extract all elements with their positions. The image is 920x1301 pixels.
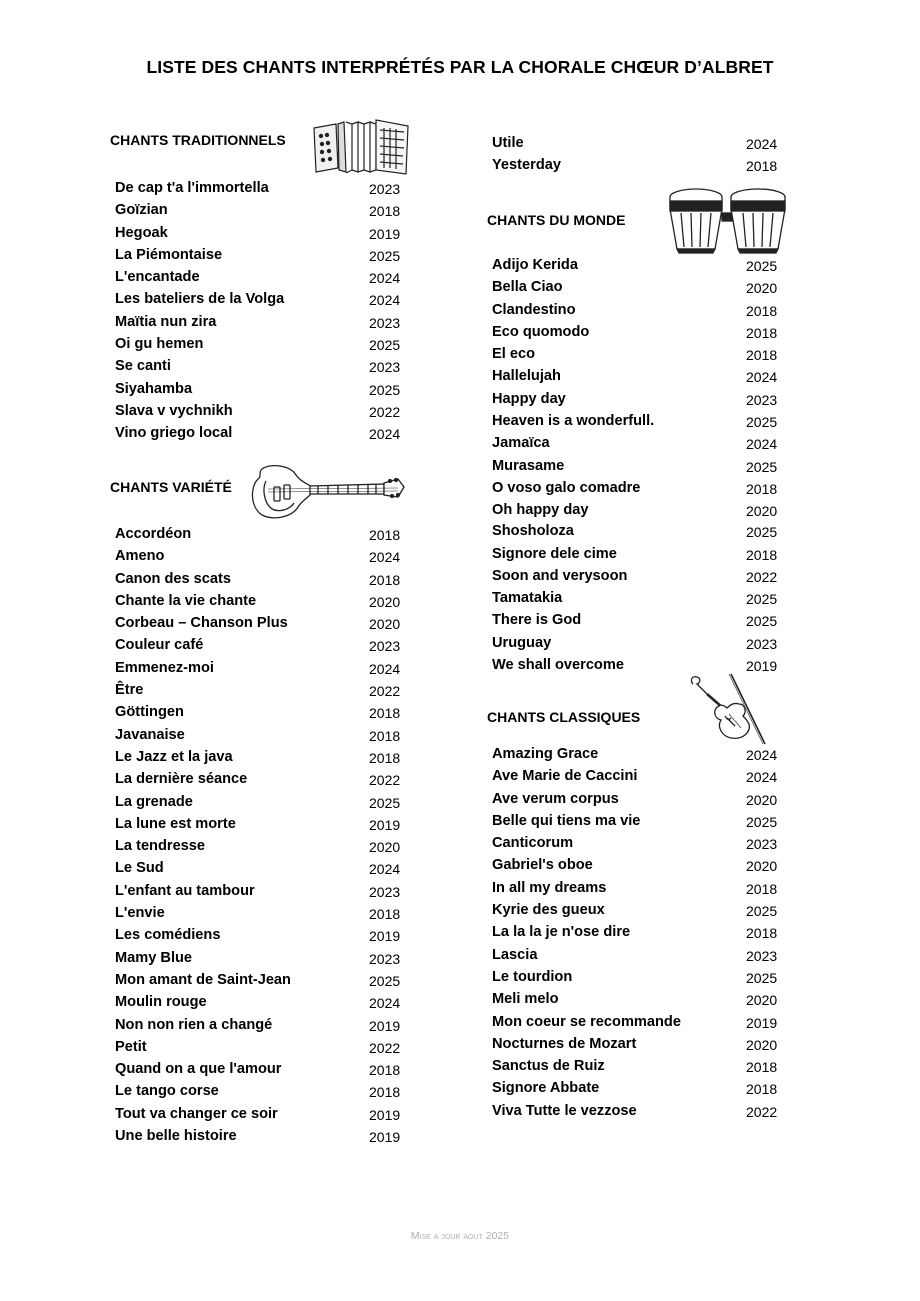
list-item: Le tourdion 2025 [492,968,778,986]
list-item: Maïtia nun zira 2023 [115,313,401,331]
list-item: Mamy Blue 2023 [115,949,401,967]
list-item: Javanaise 2018 [115,726,401,744]
list-item: Oi gu hemen 2025 [115,336,401,354]
list-item: Signore dele cime 2018 [492,545,778,563]
song-list-variete [115,523,410,1147]
list-item: Être 2022 [115,682,401,700]
list-item: Viva Tutte le vezzose 2022 [492,1102,778,1120]
list-item: Sanctus de Ruiz 2018 [492,1058,778,1076]
list-item: Corbeau – Chanson Plus 2020 [115,615,401,633]
electric-guitar-icon [248,459,406,521]
list-item: Le tango corse 2018 [115,1083,401,1101]
list-item: Petit 2022 [115,1038,401,1056]
list-item: Utile 2024 [492,135,778,152]
list-item: Slava v vychnikh 2022 [115,402,401,420]
section-heading-variete: CHANTS VARIÉTÉ [110,479,232,495]
list-item: Eco quomodo 2018 [492,323,778,341]
list-item: Se canti 2023 [115,358,401,376]
list-item: Les bateliers de la Volga 2024 [115,291,401,309]
violin-icon [687,670,767,748]
list-item: Uruguay 2023 [492,634,778,652]
list-item: Murasame 2025 [492,457,778,475]
list-item: Le Jazz et la java 2018 [115,748,401,766]
list-item: Moulin rouge 2024 [115,994,401,1012]
list-item: L'encantade 2024 [115,269,401,287]
list-item: Les comédiens 2019 [115,927,401,945]
list-item: Hegoak 2019 [115,224,401,242]
list-item: Canon des scats 2018 [115,570,401,588]
list-item: Vino griego local 2024 [115,425,401,443]
list-item: Shosholoza 2025 [492,523,778,541]
list-item: Gabriel's oboe 2020 [492,857,778,875]
list-item: Amazing Grace 2024 [492,746,778,763]
list-item: La la la je n'ose dire 2018 [492,924,778,942]
list-item: Jamaïca 2024 [492,435,778,453]
list-item: Soon and verysoon 2022 [492,567,778,585]
song-list-variete-continued [492,132,787,177]
list-item: Göttingen 2018 [115,704,401,722]
list-item: Couleur café 2023 [115,637,401,655]
list-item: There is God 2025 [492,612,778,630]
list-item: Une belle histoire 2019 [115,1128,401,1146]
list-item: Nocturnes de Mozart 2020 [492,1035,778,1053]
list-item: Mon coeur se recommande 2019 [492,1013,778,1031]
list-item: Chante la vie chante 2020 [115,592,401,610]
list-item: Clandestino 2018 [492,301,778,319]
list-item: Quand on a que l'amour 2018 [115,1061,401,1079]
section-heading-monde: CHANTS DU MONDE [487,212,626,228]
list-item: Hallelujah 2024 [492,368,778,386]
list-item: Tamatakia 2025 [492,590,778,608]
list-item: Bella Ciao 2020 [492,279,778,297]
list-item: Heaven is a wonderfull. 2025 [492,413,778,431]
list-item: Goïzian 2018 [115,202,401,220]
list-item: L'envie 2018 [115,905,401,923]
song-list-classiques [492,743,787,1122]
list-item: La grenade 2025 [115,793,401,811]
list-item: In all my dreams 2018 [492,879,778,897]
list-item: L'enfant au tambour 2023 [115,882,401,900]
list-item: We shall overcome 2019 [492,657,778,675]
section-heading-classiques: CHANTS CLASSIQUES [487,709,641,725]
page-title: LISTE DES CHANTS INTERPRÉTÉS PAR LA CHORALE CHŒUR D’ALBRET [146,57,774,77]
list-item: Siyahamba 2025 [115,380,401,398]
list-item: O voso galo comadre 2018 [492,479,778,497]
list-item: Ave verum corpus 2020 [492,790,778,808]
update-footer: Mise a jour aout 2025 [410,1230,510,1242]
list-item: El eco 2018 [492,346,778,364]
list-item: Mon amant de Saint-Jean 2025 [115,971,401,989]
list-item: Yesterday 2018 [492,157,778,175]
list-item: Kyrie des gueux 2025 [492,902,778,920]
list-item: Meli melo 2020 [492,991,778,1009]
list-item: Happy day 2023 [492,390,778,408]
list-item: La lune est morte 2019 [115,815,401,833]
list-item: Le Sud 2024 [115,860,401,878]
song-list-traditionnels [115,177,410,445]
bongo-drums-icon [667,185,789,255]
list-item: Non non rien a changé 2019 [115,1016,401,1034]
song-list-monde [492,254,787,676]
list-item: Tout va changer ce soir 2019 [115,1105,401,1123]
list-item: Accordéon 2018 [115,526,401,543]
section-heading-traditionnels: CHANTS TRADITIONNELS [110,132,286,148]
list-item: Lascia 2023 [492,946,778,964]
list-item: Signore Abbate 2018 [492,1080,778,1098]
list-item: La Piémontaise 2025 [115,246,401,264]
list-item: Ave Marie de Caccini 2024 [492,768,778,786]
list-item: De cap t'a l'immortella 2023 [115,180,401,197]
list-item: Oh happy day 2020 [492,502,778,520]
list-item: Belle qui tiens ma vie 2025 [492,812,778,830]
list-item: La dernière séance 2022 [115,771,401,789]
accordion-icon [308,116,416,178]
list-item: Canticorum 2023 [492,835,778,853]
list-item: Ameno 2024 [115,548,401,566]
list-item: Adijo Kerida 2025 [492,257,778,274]
list-item: La tendresse 2020 [115,838,401,856]
list-item: Emmenez-moi 2024 [115,659,401,677]
